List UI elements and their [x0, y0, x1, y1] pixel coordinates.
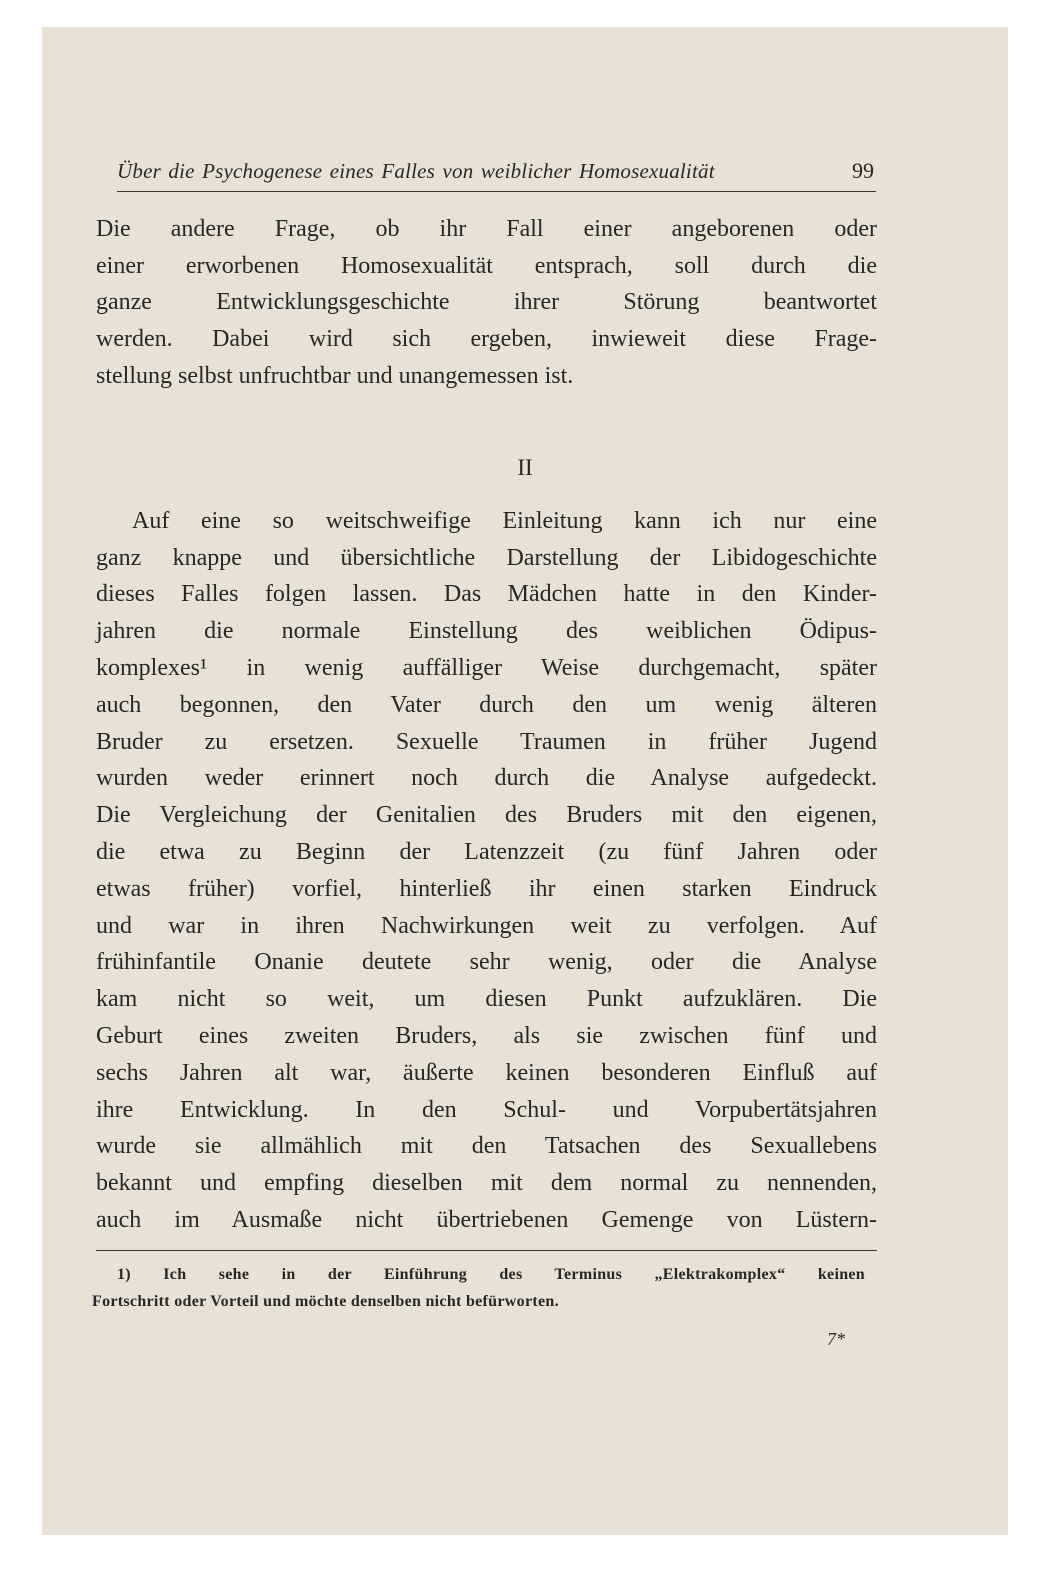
text-line: Die andere Frage, ob ihr Fall einer angeborenen oder [96, 216, 877, 242]
text-line: einer erworbenen Homosexualität entsprach, soll durch die [96, 253, 877, 279]
page-number: 99 [852, 158, 874, 183]
text-line: auch begonnen, den Vater durch den um wenig älteren [96, 692, 877, 718]
text-line: dieses Falles folgen lassen. Das Mädchen hatte in den Kinder- [96, 581, 877, 607]
text-line: werden. Dabei wird sich ergeben, inwieweit diese Frage- [96, 326, 877, 352]
text-line: auch im Ausmaße nicht übertriebenen Gemenge von Lüstern- [96, 1207, 877, 1233]
footnote-line: 1) Ich sehe in der Einführung des Terminus „Elektrakomplex“ keinen [117, 1266, 865, 1283]
text-line: bekannt und empfing dieselben mit dem normal zu nennenden, [96, 1170, 877, 1196]
text-line: kam nicht so weit, um diesen Punkt aufzuklären. Die [96, 986, 877, 1012]
text-line: wurde sie allmählich mit den Tatsachen des Sexuallebens [96, 1133, 877, 1159]
text-line: komplexes¹ in wenig auffälliger Weise durchgemacht, später [96, 655, 877, 681]
text-line: Auf eine so weitschweifige Einleitung kann ich nur eine [132, 508, 877, 534]
footnote-divider [96, 1250, 877, 1251]
text-line: jahren die normale Einstellung des weiblichen Ödipus- [96, 618, 877, 644]
text-line: Die Vergleichung der Genitalien des Bruders mit den eigenen, [96, 802, 877, 828]
section-heading: II [517, 455, 533, 480]
text-line: Bruder zu ersetzen. Sexuelle Traumen in früher Jugend [96, 729, 877, 755]
text-line: ganz knappe und übersichtliche Darstellung der Libidogeschichte [96, 545, 877, 571]
text-line: die etwa zu Beginn der Latenzzeit (zu fünf Jahren oder [96, 839, 877, 865]
text-line: Geburt eines zweiten Bruders, als sie zwischen fünf und [96, 1023, 877, 1049]
text-line: und war in ihren Nachwirkungen weit zu verfolgen. Auf [96, 913, 877, 939]
text-line: wurden weder erinnert noch durch die Analyse aufgedeckt. [96, 765, 877, 791]
running-header [117, 155, 876, 192]
text-line: ganze Entwicklungsgeschichte ihrer Störung beantwortet [96, 289, 877, 315]
signature-mark: 7* [827, 1329, 845, 1349]
header-title: Über die Psychogenese eines Falles von weiblicher Homosexualität [117, 159, 715, 183]
text-line: sechs Jahren alt war, äußerte keinen besonderen Einfluß auf [96, 1060, 877, 1086]
text-line: etwas früher) vorfiel, hinterließ ihr einen starken Eindruck [96, 876, 877, 902]
text-line: frühinfantile Onanie deutete sehr wenig, oder die Analyse [96, 949, 877, 975]
text-line: ihre Entwicklung. In den Schul- und Vorpubertätsjahren [96, 1097, 877, 1123]
text-line: stellung selbst unfruchtbar und unangemessen ist. [96, 363, 574, 389]
footnote-line: Fortschritt oder Vorteil und möchte denselben nicht befürworten. [92, 1293, 559, 1310]
book-page [42, 27, 1008, 1535]
